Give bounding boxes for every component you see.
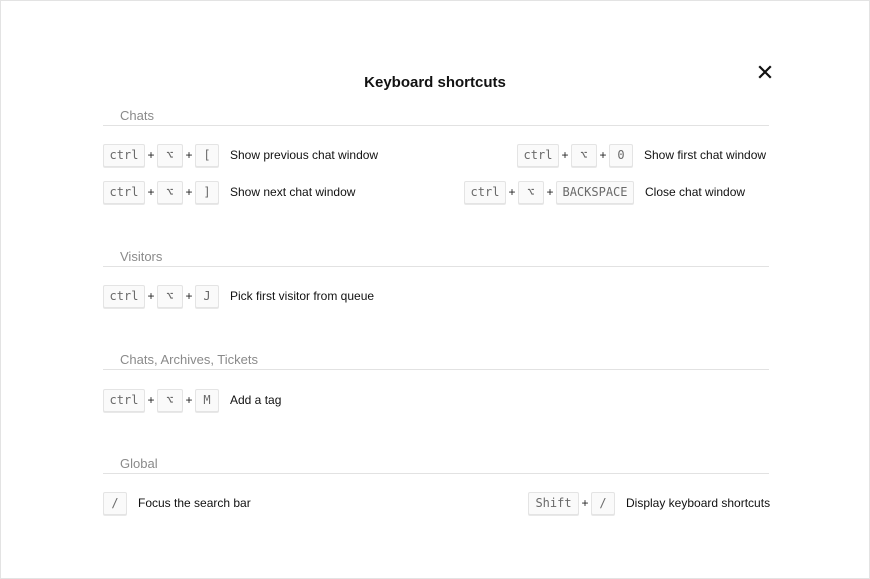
plus-sign: + bbox=[508, 185, 516, 199]
shortcut-description: Show previous chat window bbox=[230, 148, 379, 162]
plus-sign: + bbox=[185, 185, 193, 199]
key-slash[interactable]: / bbox=[103, 492, 127, 515]
key-ctrl[interactable]: ctrl bbox=[517, 144, 559, 167]
section-divider bbox=[103, 266, 769, 267]
shortcut-description: Show next chat window bbox=[230, 185, 356, 199]
plus-sign: + bbox=[546, 185, 554, 199]
section-label-chats-archives-tickets: Chats, Archives, Tickets bbox=[120, 352, 258, 367]
plus-sign: + bbox=[185, 393, 193, 407]
dialog-title: Keyboard shortcuts bbox=[364, 74, 506, 91]
key-ctrl[interactable]: ctrl bbox=[103, 389, 145, 412]
shortcut-focus-search bbox=[103, 491, 251, 515]
shortcut-show-first-chat bbox=[517, 143, 766, 167]
shortcut-description: Display keyboard shortcuts bbox=[626, 496, 771, 510]
shortcut-pick-first-visitor bbox=[103, 284, 374, 308]
key-option[interactable]: ⌥ bbox=[571, 144, 597, 167]
plus-sign: + bbox=[147, 393, 155, 407]
key-shift[interactable]: Shift bbox=[528, 492, 579, 515]
key-left-bracket[interactable]: [ bbox=[195, 144, 219, 167]
section-label-visitors: Visitors bbox=[120, 249, 163, 264]
key-j[interactable]: J bbox=[195, 285, 219, 308]
plus-sign: + bbox=[185, 289, 193, 303]
plus-sign: + bbox=[599, 148, 607, 162]
key-slash[interactable]: / bbox=[591, 492, 615, 515]
shortcut-close-chat bbox=[464, 180, 745, 204]
shortcut-display-keyboard-shortcuts bbox=[528, 491, 770, 515]
key-ctrl[interactable]: ctrl bbox=[103, 181, 145, 204]
section-divider bbox=[103, 369, 769, 370]
plus-sign: + bbox=[581, 496, 589, 510]
key-ctrl[interactable]: ctrl bbox=[103, 144, 145, 167]
plus-sign: + bbox=[561, 148, 569, 162]
key-option[interactable]: ⌥ bbox=[157, 389, 183, 412]
key-option[interactable]: ⌥ bbox=[518, 181, 544, 204]
shortcut-show-previous-chat bbox=[103, 143, 378, 167]
plus-sign: + bbox=[147, 148, 155, 162]
section-label-global: Global bbox=[120, 456, 158, 471]
key-backspace[interactable]: BACKSPACE bbox=[556, 181, 634, 204]
section-divider bbox=[103, 125, 769, 126]
key-option[interactable]: ⌥ bbox=[157, 144, 183, 167]
key-option[interactable]: ⌥ bbox=[157, 181, 183, 204]
shortcut-show-next-chat bbox=[103, 180, 355, 204]
key-option[interactable]: ⌥ bbox=[157, 285, 183, 308]
shortcut-description: Close chat window bbox=[645, 185, 746, 199]
plus-sign: + bbox=[185, 148, 193, 162]
key-right-bracket[interactable]: ] bbox=[195, 181, 219, 204]
shortcut-description: Pick first visitor from queue bbox=[230, 289, 375, 303]
close-icon[interactable] bbox=[757, 64, 773, 80]
plus-sign: + bbox=[147, 185, 155, 199]
section-divider bbox=[103, 473, 769, 474]
shortcut-description: Add a tag bbox=[230, 393, 282, 407]
shortcut-description: Show first chat window bbox=[644, 148, 767, 162]
section-label-chats: Chats bbox=[120, 108, 154, 123]
shortcut-add-tag bbox=[103, 388, 281, 412]
key-m[interactable]: M bbox=[195, 389, 219, 412]
shortcut-description: Focus the search bar bbox=[138, 496, 251, 510]
plus-sign: + bbox=[147, 289, 155, 303]
key-ctrl[interactable]: ctrl bbox=[464, 181, 506, 204]
key-ctrl[interactable]: ctrl bbox=[103, 285, 145, 308]
key-zero[interactable]: 0 bbox=[609, 144, 633, 167]
